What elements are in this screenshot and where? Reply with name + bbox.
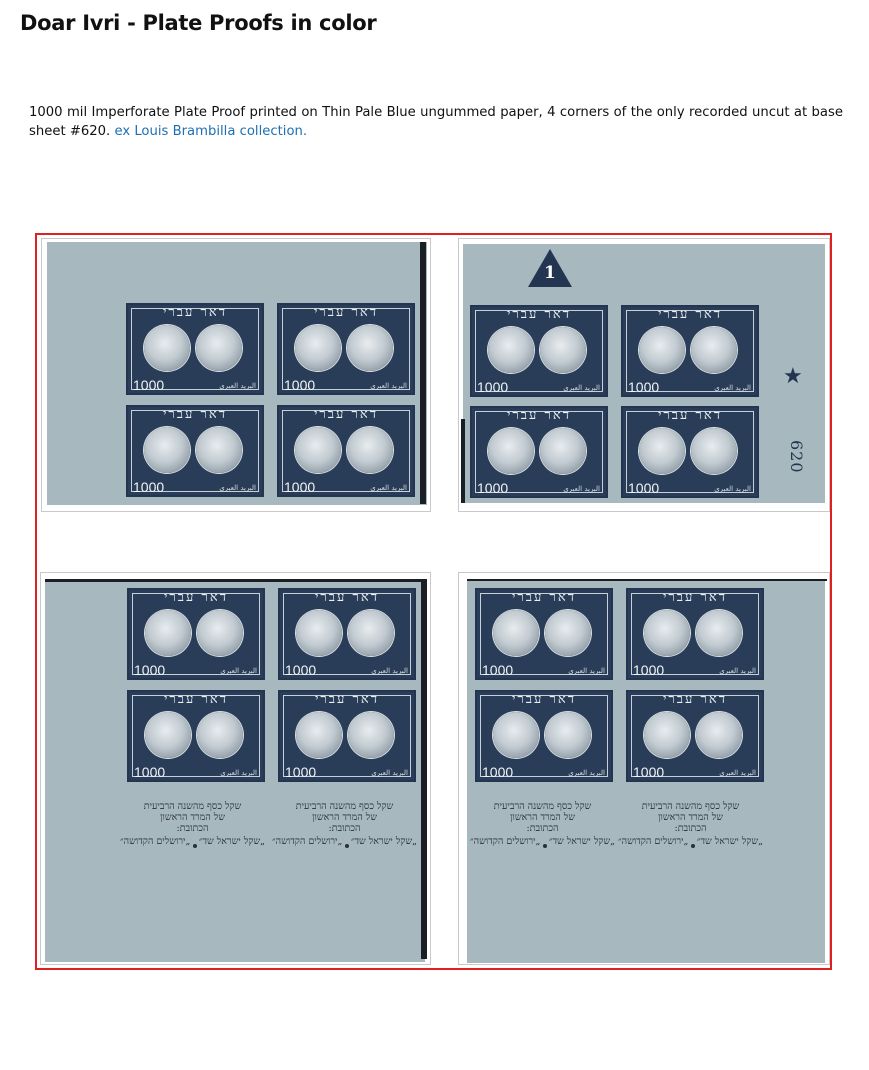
stamp: דאר עברי 1000 البريد العبري	[278, 588, 416, 680]
coin-icon	[545, 610, 591, 656]
provenance-link[interactable]: ex Louis Brambilla collection.	[114, 124, 308, 139]
stamp: דאר עברי 1000 البريد العبري	[626, 690, 764, 782]
coin-icon	[144, 325, 190, 371]
coin-icon	[348, 712, 394, 758]
sheet-edge	[420, 242, 426, 504]
coin-icon	[347, 325, 393, 371]
sheet-edge	[467, 579, 827, 581]
coin-icon	[644, 712, 690, 758]
coin-icon	[691, 327, 737, 373]
coin-icon	[197, 712, 243, 758]
description	[29, 103, 843, 141]
stamp: דאר עברי 1000 البريد العبري	[277, 405, 415, 497]
stamp: דאר עברי 1000 البريد العبري	[475, 690, 613, 782]
stamp: דאר עברי 1000 البريد العبري	[127, 690, 265, 782]
coin-icon	[696, 712, 742, 758]
tab-inscription: שקל כסף מהשנה הרביעית של המרד הראשון הכתובת: „שקל ישראל שד״ „ירושלים הקדושה״	[618, 801, 763, 847]
coin-icon	[296, 712, 342, 758]
coin-icon	[493, 610, 539, 656]
coin-icon	[197, 610, 243, 656]
coin-icon	[540, 327, 586, 373]
plate-number: 1	[544, 263, 556, 283]
coin-icon	[348, 610, 394, 656]
coin-icon	[296, 610, 342, 656]
coin-icon	[295, 427, 341, 473]
tab-inscription: שקל כסף מהשנה הרביעית של המרד הראשון הכתובת: „שקל ישראל שד״ „ירושלים הקדושה״	[272, 801, 417, 847]
coin-icon	[545, 712, 591, 758]
stamp: דאר עברי 1000 البريد العبري	[475, 588, 613, 680]
stamp: דאר עברי 1000 البريد العبري	[470, 305, 608, 397]
coin-icon	[540, 428, 586, 474]
coin-icon	[696, 610, 742, 656]
stamp: דאר עברי 1000 البريد العبري	[626, 588, 764, 680]
tab-inscription: שקל כסף מהשנה הרביעית של המרד הראשון הכתובת: „שקל ישראל שד״ „ירושלים הקדושה״	[120, 801, 265, 847]
sheet-edge	[461, 419, 465, 503]
page-title: Doar Ivri - Plate Proofs in color	[20, 11, 377, 35]
coin-icon	[196, 427, 242, 473]
stamp: דאר עברי 1000 البريد العبري	[126, 405, 264, 497]
sheet-number: 620	[787, 440, 806, 474]
sheet-edge	[421, 579, 427, 959]
tab-inscription: שקל כסף מהשנה הרביעית של המרד הראשון הכתובת: „שקל ישראל שד״ „ירושלים הקדושה״	[470, 801, 615, 847]
coin-icon	[145, 610, 191, 656]
coin-icon	[144, 427, 190, 473]
star-icon: ★	[783, 364, 803, 389]
coin-icon	[639, 428, 685, 474]
stamp: דאר עברי 1000 البريد العبري	[621, 305, 759, 397]
coin-icon	[145, 712, 191, 758]
stamp: דאר עברי 1000 البريد العبري	[470, 406, 608, 498]
coin-icon	[639, 327, 685, 373]
stamp: דאר עברי 1000 البريد العبري	[621, 406, 759, 498]
stamp: דאר עברי 1000 البريد العبري	[278, 690, 416, 782]
coin-icon	[691, 428, 737, 474]
stamp: דאר עברי 1000 البريد العبري	[126, 303, 264, 395]
sheet-edge	[45, 579, 425, 582]
description-text: 1000 mil Imperforate Plate Proof printed on Thin Pale Blue ungummed paper, 4 corners of the only recorded uncut at base sheet #620.	[29, 105, 843, 139]
coin-icon	[644, 610, 690, 656]
coin-icon	[488, 327, 534, 373]
coin-icon	[295, 325, 341, 371]
coin-icon	[488, 428, 534, 474]
coin-icon	[347, 427, 393, 473]
coin-icon	[196, 325, 242, 371]
stamp: דאר עברי 1000 البريد العبري	[127, 588, 265, 680]
stamp: דאר עברי 1000 البريد العبري	[277, 303, 415, 395]
coin-icon	[493, 712, 539, 758]
